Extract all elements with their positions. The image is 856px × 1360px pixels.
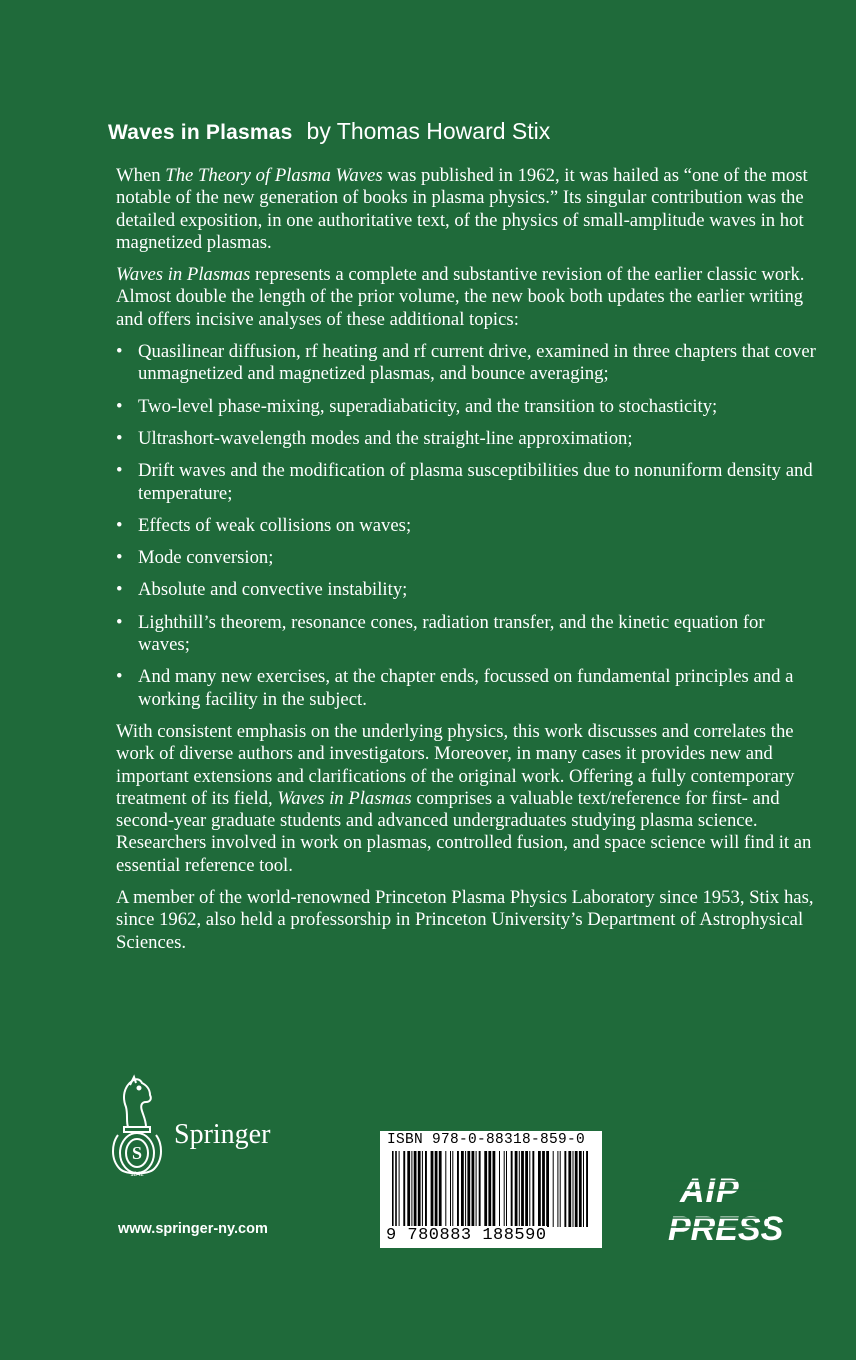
publisher-url: www.springer-ny.com [118,1221,268,1237]
barcode-bar [457,1151,459,1227]
emphasis-paragraph: With consistent emphasis on the underlying physics, this work discusses and correlates the work of diverse authors and investigators. Moreover, in many cases it provides new and important extensions and clarifications of the original work. Offering a fully contemporary treatment of its field, Waves in Plasmas comprises a valuable text/reference for first- and second-year graduate students and advanced undergraduates studying plasma science. Researchers involved in work on plasmas, controlled fusion, and space science will find it an essential reference tool. [116,720,812,876]
barcode-bar [465,1151,466,1227]
list-item: • And many new exercises, at the chapter ends, focussed on fundamental principles and a working facility in the subject. [116,666,794,710]
list-item: • Absolute and convective instability; [116,579,408,601]
book-title-inline: Waves in Plasmas [277,787,412,809]
svg-text:1842: 1842 [130,1172,144,1178]
svg-text:S: S [131,1143,143,1163]
author-bio-paragraph: A member of the world-renowned Princeton Plasma Physics Laboratory since 1953, Stix has, since 1962, also held a professorship in Princeton University’s Department of Astrophysical Sciences. [116,887,814,953]
barcode-bar [499,1151,500,1227]
barcode-bar [407,1151,410,1227]
bullet-icon: • [116,395,123,417]
springer-logo [106,1075,271,1178]
barcode-bar [560,1151,561,1227]
barcode-bar [435,1151,438,1227]
barcode-bar [557,1151,558,1227]
intro-paragraph: When The Theory of Plasma Waves was published in 1962, it was hailed as “one of the most notable of the new generation of books in plasma physics.” Its singular contribution was the detailed exposition, in one authoritative text, of the physics of small-amplitude waves in hot magnetized plasmas. [116,165,808,253]
earlier-book-title: The Theory of Plasma Waves [165,165,383,186]
barcode-bar [515,1151,518,1227]
barcode-bar [538,1151,541,1227]
bullet-icon: • [116,611,123,633]
barcode-bar [461,1151,464,1227]
springer-chess-knight-icon [106,1075,168,1177]
barcode-bar [414,1151,417,1227]
revision-paragraph: Waves in Plasmas represents a complete and substantive revision of the earlier classic work. Almost double the length of the prior volume, the new book both updates the earlier writing and offers incisive analyses of these additional topics: [116,264,805,330]
barcode-bar [521,1151,524,1227]
barcode-bar [479,1151,481,1227]
list-item: • Drift waves and the modification of plasma susceptibilities due to nonuniform density and temperature; [116,460,813,504]
barcode-bar [425,1151,427,1227]
barcode-bar [583,1151,584,1227]
barcode-bar [525,1151,528,1227]
bullet-icon: • [116,514,123,536]
author-byline: by Thomas Howard Stix [306,118,551,144]
barcode-bar [450,1151,451,1227]
barcode-bar [445,1151,446,1227]
barcode-bar [519,1151,520,1227]
barcode-bar [573,1151,574,1227]
barcode-bar [472,1151,475,1227]
barcode-bar [418,1151,421,1227]
barcode-bar [392,1151,394,1231]
bullet-icon: • [116,666,123,688]
barcode-bar [484,1151,487,1227]
barcode-bar [411,1151,412,1227]
barcode-bar [542,1151,545,1227]
svg-text:PRESS: PRESS [668,1210,784,1248]
book-title-inline: Waves in Plasmas [116,264,251,286]
barcode-bar [439,1151,442,1227]
book-title: Waves in Plasmas [108,121,293,144]
description [116,165,816,964]
isbn-barcode [380,1131,602,1248]
barcode-bar [506,1151,507,1227]
barcode-bar [467,1151,470,1227]
barcode-bar [422,1151,423,1227]
isbn-label: ISBN 978-0-88318-859-0 [387,1132,586,1148]
bullet-icon: • [116,341,123,363]
aip-press-logo [668,1170,784,1248]
bullet-icon: • [116,427,123,449]
barcode-bar [452,1151,453,1227]
barcode-bar [395,1151,397,1231]
barcode-bar [586,1151,588,1227]
list-item: • Two-level phase-mixing, superadiabaticity, and the transition to stochasticity; [116,395,718,417]
topics-list [116,341,816,711]
list-item: • Lighthill’s theorem, resonance cones, radiation transfer, and the kinetic equation for waves; [116,611,765,656]
barcode-bar [546,1151,549,1227]
list-item: • Ultrashort-wavelength modes and the straight-line approximation; [116,427,633,449]
barcode-bar [476,1151,477,1227]
barcode-bar [403,1151,405,1227]
bullet-icon: • [116,579,123,601]
list-item: • Effects of weak collisions on waves; [116,514,412,536]
barcode-bar [493,1151,496,1231]
barcode-bar [399,1151,400,1227]
barcode-bar [564,1151,566,1227]
ean-digits: 9 780883 188590 [386,1226,547,1245]
barcode-bar [568,1151,571,1227]
svg-text:AIP: AIP [680,1172,740,1210]
barcode-bar [504,1151,505,1227]
barcode-bar [488,1151,491,1231]
publisher-name: Springer [174,1119,271,1150]
barcode-bar [529,1151,530,1227]
book-heading [108,118,808,145]
bullet-icon: • [116,547,123,569]
barcode-bar [511,1151,513,1227]
barcode-bar [579,1151,582,1227]
barcode-bar [532,1151,534,1227]
bullet-icon: • [116,460,123,482]
list-item: • Quasilinear diffusion, rf heating and rf current drive, examined in three chapters that cover unmagnetized and magnetized plasmas, and bounce averaging; [116,341,816,385]
list-item: • Mode conversion; [116,547,274,569]
barcode-bar [553,1151,554,1227]
barcode-bar [431,1151,434,1227]
barcode-bar [575,1151,578,1227]
